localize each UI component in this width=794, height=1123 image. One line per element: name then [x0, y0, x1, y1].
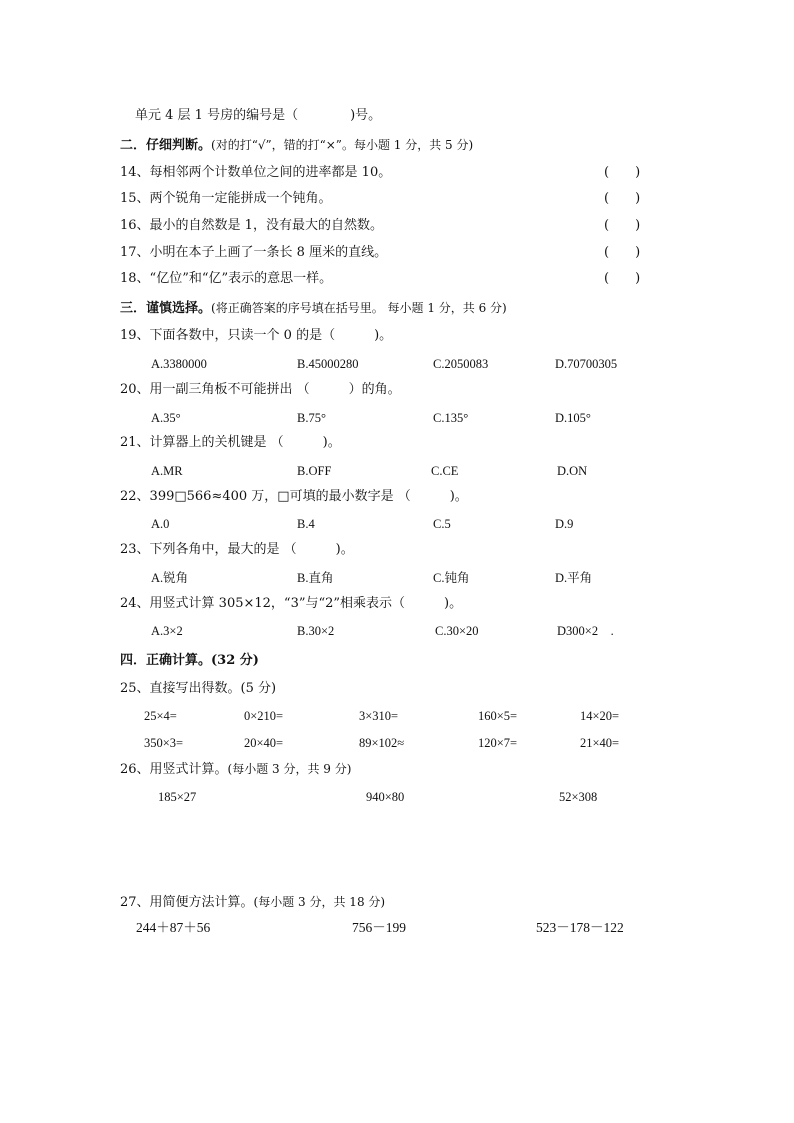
q25-item: 350×3=: [144, 736, 184, 750]
q25-item: 25×4=: [144, 709, 177, 723]
q27-header: [120, 894, 385, 911]
q27-note: (每小题 3 分，共 18 分): [253, 895, 386, 909]
section-judge-note: (对的打“√”，错的打“×”。每小题 1 分，共 5 分): [211, 138, 474, 152]
q26-item: 185×27: [158, 790, 197, 804]
option-23-b[interactable]: B.直角: [297, 571, 334, 585]
option-19-c[interactable]: C.2050083: [433, 357, 489, 371]
option-20-d[interactable]: D.105°: [555, 411, 591, 425]
answer-blank-16[interactable]: ( ): [604, 218, 641, 233]
q27-item: 756－199: [352, 920, 406, 935]
q25-item: 20×40=: [244, 736, 284, 750]
option-22-b[interactable]: B.4: [297, 517, 315, 531]
q26-header: [120, 761, 351, 778]
judge-item-17: 17、小明在本子上画了一条长 8 厘米的直线。: [120, 245, 388, 260]
section-choose-note: (将正确答案的序号填在括号里。 每小题 1 分，共 6 分): [211, 301, 507, 315]
answer-blank-18[interactable]: ( ): [604, 271, 641, 286]
choice-question-23: 23、下列各角中，最大的是 （ )。: [120, 542, 354, 557]
option-19-d[interactable]: D.70700305: [555, 357, 618, 371]
option-22-d[interactable]: D.9: [555, 517, 574, 531]
option-23-c[interactable]: C.钝角: [433, 571, 470, 585]
choice-question-20: 20、用一副三角板不可能拼出 （ ）的角。: [120, 382, 401, 397]
judge-item-16: 16、最小的自然数是 1，没有最大的自然数。: [120, 218, 383, 233]
section-judge-header: [120, 137, 473, 154]
option-19-b[interactable]: B.45000280: [297, 357, 359, 371]
choice-question-22: 22、399□566≈400 万，□可填的最小数字是 （ )。: [120, 489, 468, 504]
option-24-d[interactable]: D300×2 .: [557, 624, 614, 638]
option-21-a[interactable]: A.MR: [151, 464, 183, 478]
section-choose-title: 三．谨慎选择。: [120, 301, 212, 316]
q25-item: 3×310=: [359, 709, 399, 723]
q26-title: 26、用竖式计算。: [120, 762, 228, 777]
q25-title: 25、直接写出得数。(5 分): [120, 681, 277, 696]
q26-note: (每小题 3 分，共 9 分): [227, 762, 352, 776]
choice-question-24: 24、用竖式计算 305×12，“3”与“2”相乘表示（ )。: [120, 596, 463, 611]
judge-item-15: 15、两个锐角一定能拼成一个钝角。: [120, 191, 332, 206]
choice-question-21: 21、计算器上的关机键是 （ )。: [120, 435, 341, 450]
q25-item: 0×210=: [244, 709, 284, 723]
q25-item: 89×102≈: [359, 736, 405, 750]
option-22-c[interactable]: C.5: [433, 517, 451, 531]
answer-blank-14[interactable]: ( ): [604, 165, 641, 180]
option-24-c[interactable]: C.30×20: [435, 624, 479, 638]
section-choose-header: [120, 300, 507, 317]
q26-item: 940×80: [366, 790, 405, 804]
option-24-b[interactable]: B.30×2: [297, 624, 335, 638]
judge-item-14: 14、每相邻两个计数单位之间的进率都是 10。: [120, 165, 392, 180]
q25-item: 120×7=: [478, 736, 518, 750]
choice-question-19: 19、下面各数中，只读一个 0 的是（ )。: [120, 328, 393, 343]
answer-blank-15[interactable]: ( ): [604, 191, 641, 206]
option-21-d[interactable]: D.ON: [557, 464, 588, 478]
q26-item: 52×308: [559, 790, 598, 804]
option-19-a[interactable]: A.3380000: [151, 357, 207, 371]
option-24-a[interactable]: A.3×2: [151, 624, 183, 638]
q27-item: 523－178－122: [536, 920, 624, 935]
intro-line: 单元 4 层 1 号房的编号是（ )号。: [135, 108, 382, 123]
section-compute-title: 四．正确计算。(32 分): [120, 653, 259, 668]
answer-blank-17[interactable]: ( ): [604, 245, 641, 260]
option-22-a[interactable]: A.0: [151, 517, 170, 531]
option-21-b[interactable]: B.OFF: [297, 464, 332, 478]
q25-item: 160×5=: [478, 709, 518, 723]
q27-title: 27、用简便方法计算。: [120, 895, 254, 910]
judge-item-18: 18、“亿位”和“亿”表示的意思一样。: [120, 271, 333, 286]
section-judge-title: 二．仔细判断。: [120, 138, 212, 153]
q25-item: 14×20=: [580, 709, 620, 723]
option-20-c[interactable]: C.135°: [433, 411, 469, 425]
option-20-a[interactable]: A.35°: [151, 411, 181, 425]
q25-item: 21×40=: [580, 736, 620, 750]
option-23-a[interactable]: A.锐角: [151, 571, 189, 585]
option-20-b[interactable]: B.75°: [297, 411, 326, 425]
option-21-c[interactable]: C.CE: [431, 464, 459, 478]
option-23-d[interactable]: D.平角: [555, 571, 593, 585]
q27-item: 244＋87＋56: [136, 920, 211, 935]
